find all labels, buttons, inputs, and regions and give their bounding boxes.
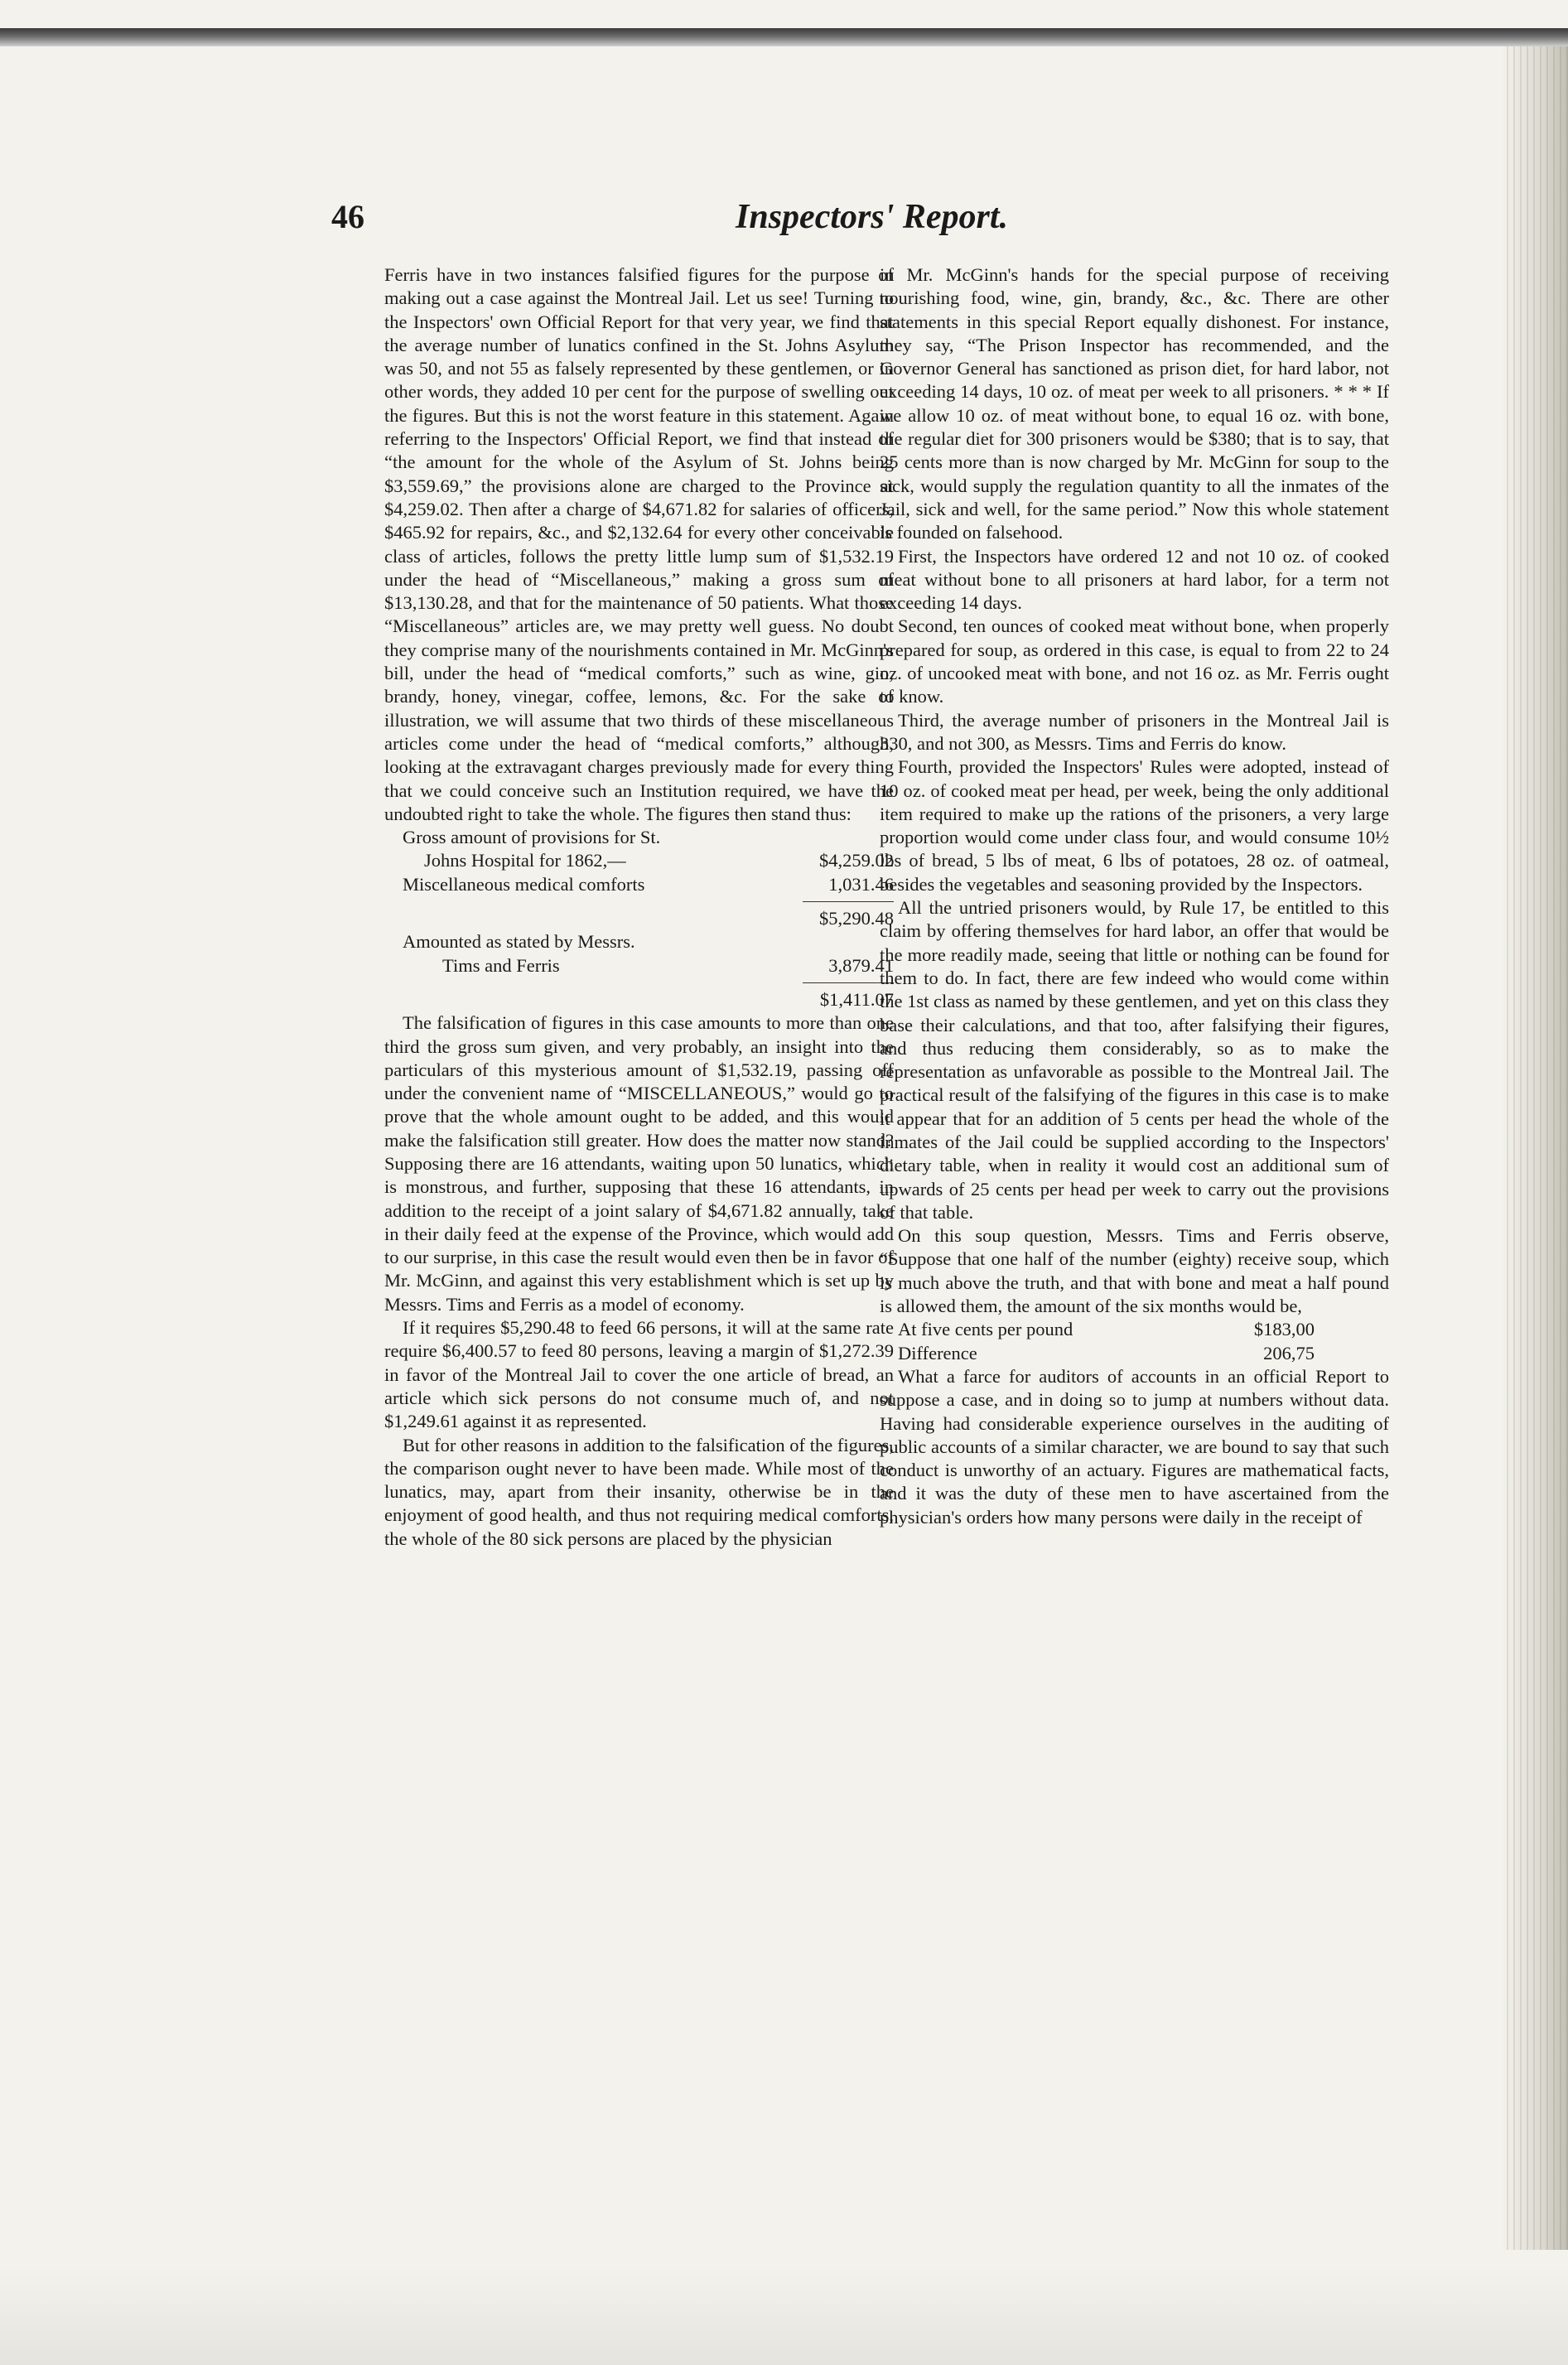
right-column (880, 263, 1389, 1529)
table-label: Johns Hospital for 1862,— (424, 850, 626, 871)
paragraph: But for other reasons in addition to the falsification of the figures, the comparison ought never to have been made. While most of the lunatics, may, apart from their insanity, otherwise be in the enjoyment of good health, and thus not requiring medical comforts, the whole of the 80 sick persons are placed by the physician (384, 1434, 894, 1549)
paragraph: Fourth, provided the Inspectors' Rules were adopted, instead of 10 oz. of cooked meat per head, per week, being the only additional item required to make up the rations of the prisoners, a very large proportion would come under class four, and would consume 10½ lbs of bread, 5 lbs of meat, 6 lbs of potatoes, 28 oz. of oatmeal, besides the vegetables and seasoning provided by the Inspectors. (880, 756, 1389, 895)
paragraph: The falsification of figures in this case amounts to more than one third the gross sum given, and very probably, an insight into the particulars of this mysterious amount of $1,532.19, passing off under the convenient name of “MISCELLANEOUS,” would go to prove that the whole amount ought to be added, and this would make the falsification still greater. How does the matter now stand? Supposing there are 16 attendants, waiting upon 50 lunatics, which is monstrous, and further, supposing that these 16 attendants, in addition to the receipt of a joint salary of $4,671.82 annually, take in their daily feed at the expense of the Province, which would add to our surprise, in this case the result would even then be in favor of Mr. McGinn, and against this very establishment which is set up by Messrs. Tims and Ferris as a model of economy. (384, 1012, 894, 1315)
running-head: Inspectors' Report. (736, 198, 1009, 236)
paragraph: What a farce for auditors of accounts in an official Report to suppose a case, and in doing so to jump at numbers without data. Having had considerable experience ourselves in the auditing of public accounts of a similar character, we are bound to say that such conduct is unworthy of an actuary. Figures are mathematical facts, and it was the duty of these men to have ascertained from the physician's orders how many persons were daily in the receipt of (880, 1365, 1389, 1528)
table-label: Tims and Ferris (442, 954, 560, 976)
soup-table (880, 1318, 1389, 1365)
table-amount: $183,00 (1253, 1319, 1315, 1340)
table-row (384, 988, 894, 1011)
table-row (384, 873, 894, 896)
paragraph: All the untried prisoners would, by Rule 17, be entitled to this claim by offering themselves for hard labor, an offer that would be the more readily made, seeing that little or nothing can be found for them to do. In fact, there are few indeed who would come within the 1st class as named by these gentlemen, and yet on this class they base their calculations, and that too, after falsifying their figures, and thus reducing them considerably, so as to make the representation as unfavorable as possible to the Montreal Jail. The practical result of the falsifying of the figures in this case is to make it appear that for an addition of 5 cents per head the whole of the inmates of the Jail could be supplied according to the Inspectors' dietary table, when in reality it would cost an additional sum of upwards of 25 cents per head per week to carry out the provisions of that table. (880, 897, 1389, 1223)
table-total: $1,411.07 (819, 988, 894, 1010)
table-row (898, 1318, 1315, 1341)
table-row (384, 849, 894, 872)
paragraph: Second, ten ounces of cooked meat without bone, when properly prepared for soup, as ordered in this case, is equal to from 22 to 24 oz. of uncooked meat with bone, and not 16 oz. as Mr. Ferris ought to know. (880, 615, 1389, 707)
table-amount: $4,259.02 (819, 850, 894, 871)
table-row: Gross amount of provisions for St. (403, 827, 661, 848)
page-header (331, 197, 1425, 247)
paragraph: in Mr. McGinn's hands for the special purpose of receiving nourishing food, wine, gin, brandy, &c., &c. There are other statements in this special Report equally dishonest. For instance, they say, “The Prison Inspector has recommended, and the Governor General has sanctioned as prison diet, for hard labor, not exceeding 14 days, 10 oz. of meat per week to all prisoners. * * * If we allow 10 oz. of meat without bone, to equal 16 oz. with bone, the regular diet for 300 prisoners would be $380; that is to say, that 25 cents more than is now charged by Mr. McGinn for soup to the sick, would supply the regulation quantity to all the inmates of the Jail, sick and well, for the same period.” Now this whole statement is founded on falsehood. (880, 264, 1389, 543)
table-amount: 1,031.46 (828, 873, 894, 895)
page-edge-texture (1502, 46, 1568, 2250)
table-row: Amounted as stated by Messrs. (403, 931, 635, 953)
left-column (384, 263, 894, 1551)
table-row (384, 954, 894, 977)
table-subtotal: $5,290.48 (819, 908, 894, 929)
table-row (384, 907, 894, 930)
table-label: At five cents per pound (898, 1319, 1073, 1340)
provisions-table (384, 826, 894, 1011)
page-number: 46 (331, 198, 364, 235)
paragraph: First, the Inspectors have ordered 12 and not 10 oz. of cooked meat without bone to all prisoners at hard labor, for a term not exceeding 14 days. (880, 545, 1389, 614)
table-amount: 3,879.41 (828, 954, 894, 976)
paragraph: On this soup question, Messrs. Tims and Ferris observe, “Suppose that one half of the number (eighty) receive soup, which is much above the truth, and that with bone and meat a half pound is allowed them, the amount of the six months would be, (880, 1225, 1389, 1317)
table-row (898, 1342, 1315, 1365)
bottom-shading (0, 2266, 1568, 2365)
top-border (0, 28, 1568, 46)
paragraph: Ferris have in two instances falsified figures for the purpose of making out a case against the Montreal Jail. Let us see! Turning to the Inspectors' own Official Report for that very year, we find that the average number of lunatics confined in the St. Johns Asylum was 50, and not 55 as falsely represented by these gentlemen, or in other words, they added 10 per cent for the purpose of swelling out the figures. But this is not the worst feature in this statement. Again referring to the Inspectors' Official Report, we find that instead of “the amount for the whole of the Asylum of St. Johns being $3,559.69,” the provisions alone are charged to the Province at $4,259.02. Then after a charge of $4,671.82 for salaries of officers, $465.92 for repairs, &c., and $2,132.64 for every other conceivable class of articles, follows the pretty little lump sum of $1,532.19 under the head of “Miscellaneous,” making a gross sum of $13,130.28, and that for the maintenance of 50 patients. What those “Miscellaneous” articles are, we may pretty well guess. No doubt they comprise many of the nourishments contained in Mr. McGinn's bill, under the head of “medical comforts,” such as wine, gin, brandy, honey, vinegar, coffee, lemons, &c. For the sake of illustration, we will assume that two thirds of these miscellaneous articles come under the head of “medical comforts,” although, looking at the extravagant charges previously made for every thing that we could conceive such an Institution required, we have the undoubted right to take the whole. The figures then stand thus: (384, 264, 894, 824)
paragraph: If it requires $5,290.48 to feed 66 persons, it will at the same rate require $6,400.57 to feed 80 persons, leaving a margin of $1,272.39 in favor of the Montreal Jail to cover the one article of bread, an article which sick persons do not consume much of, and not $1,249.61 against it as represented. (384, 1317, 894, 1432)
table-amount: 206,75 (1263, 1342, 1315, 1363)
table-label: Miscellaneous medical comforts (403, 873, 645, 895)
table-label: Difference (898, 1342, 977, 1363)
paragraph: Third, the average number of prisoners in the Montreal Jail is 330, and not 300, as Messrs. Tims and Ferris do know. (880, 709, 1389, 754)
